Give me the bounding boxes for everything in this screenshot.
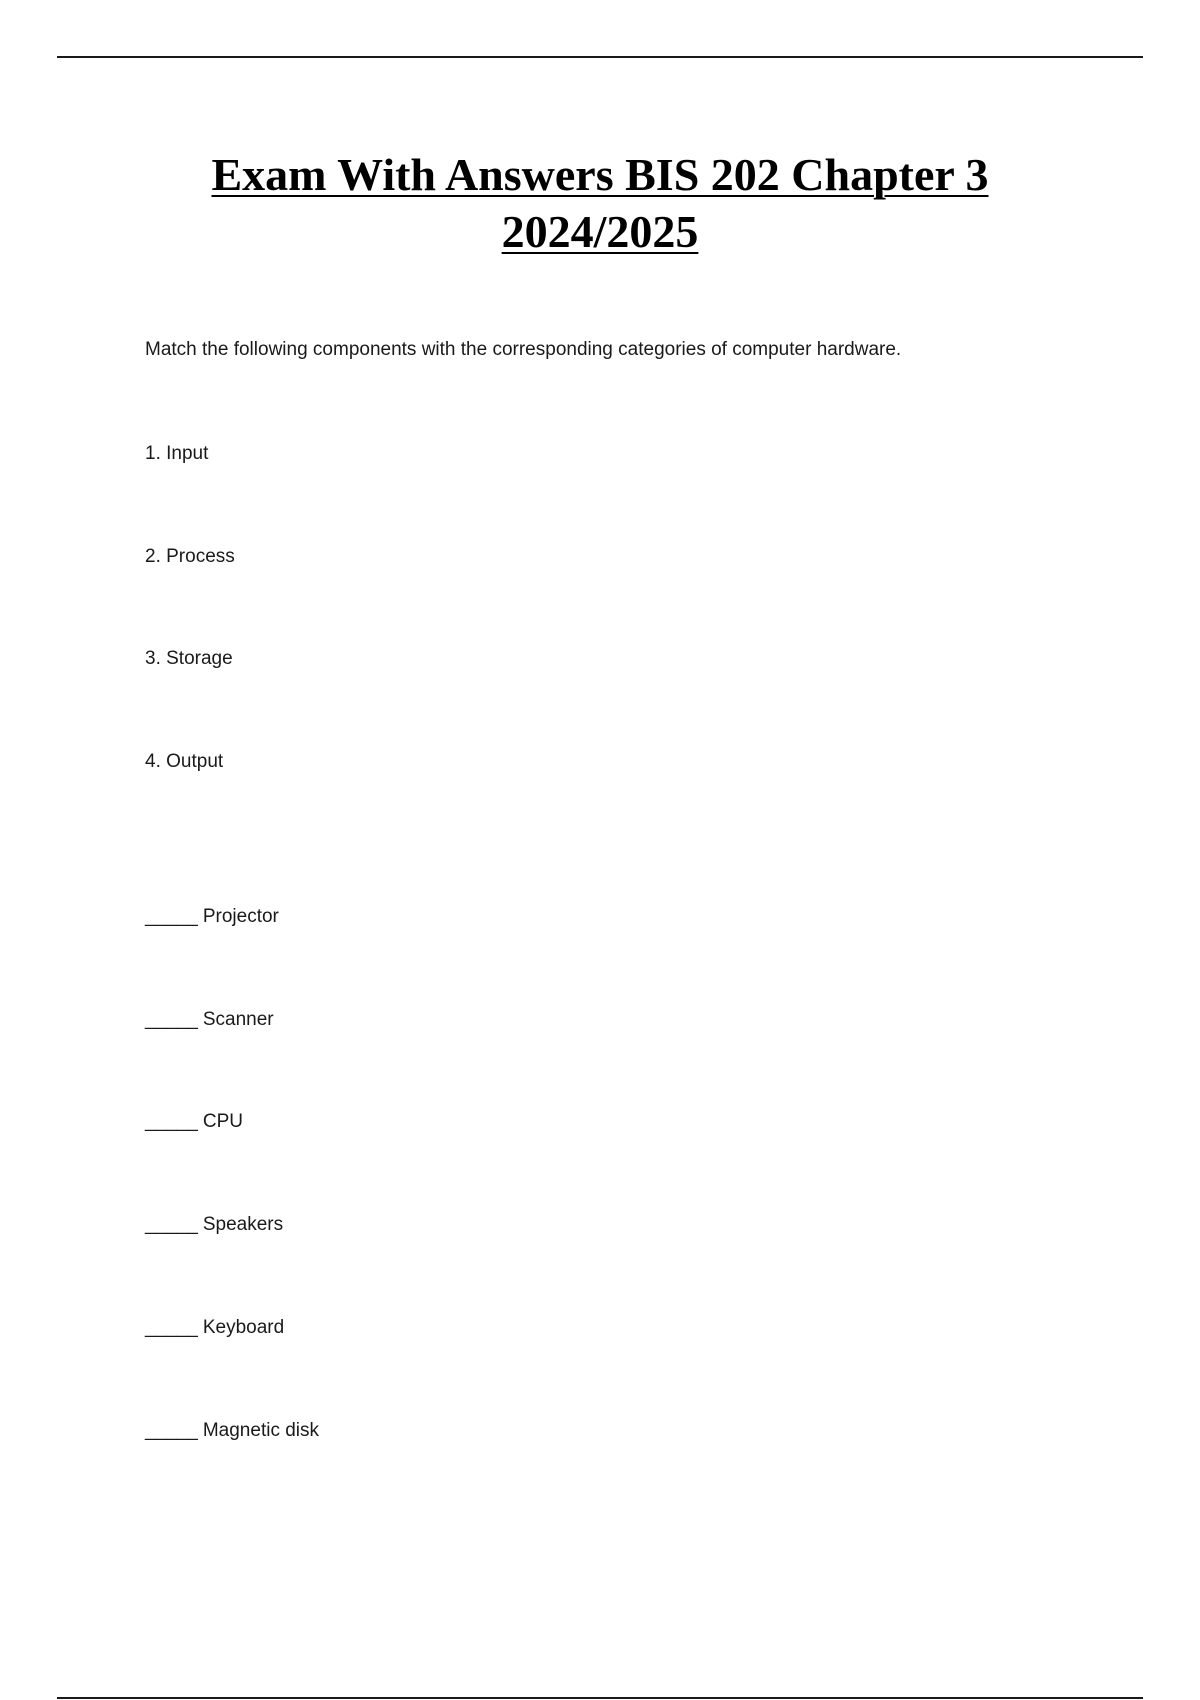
top-divider xyxy=(57,56,1143,58)
title-line-2: 2024/2025 xyxy=(501,206,699,257)
match-item-speakers xyxy=(145,1213,283,1237)
answer-blank: _____ xyxy=(145,1317,198,1338)
item-label: CPU xyxy=(202,1111,243,1132)
match-item-scanner xyxy=(145,1008,274,1032)
item-label: Keyboard xyxy=(202,1317,285,1338)
match-item-cpu xyxy=(145,1110,243,1134)
category-output: 4. Output xyxy=(145,751,224,772)
page-title xyxy=(100,146,1100,260)
bottom-divider xyxy=(57,1697,1143,1699)
instruction-text: Match the following components with the corresponding categories of computer hardware. xyxy=(145,339,902,360)
match-item-projector xyxy=(145,905,279,929)
item-label: Speakers xyxy=(202,1214,284,1235)
answer-blank: _____ xyxy=(145,1009,198,1030)
item-label: Projector xyxy=(202,906,279,927)
category-input: 1. Input xyxy=(145,443,209,464)
answer-blank: _____ xyxy=(145,1111,198,1132)
title-line-1: Exam With Answers BIS 202 Chapter 3 xyxy=(211,149,989,200)
match-item-keyboard xyxy=(145,1316,284,1340)
item-label: Scanner xyxy=(202,1009,274,1030)
category-storage: 3. Storage xyxy=(145,648,233,669)
answer-blank: _____ xyxy=(145,1420,198,1441)
item-label: Magnetic disk xyxy=(202,1420,320,1441)
answer-blank: _____ xyxy=(145,1214,198,1235)
category-process: 2. Process xyxy=(145,546,235,567)
answer-blank: _____ xyxy=(145,906,198,927)
match-item-magnetic-disk xyxy=(145,1419,319,1443)
